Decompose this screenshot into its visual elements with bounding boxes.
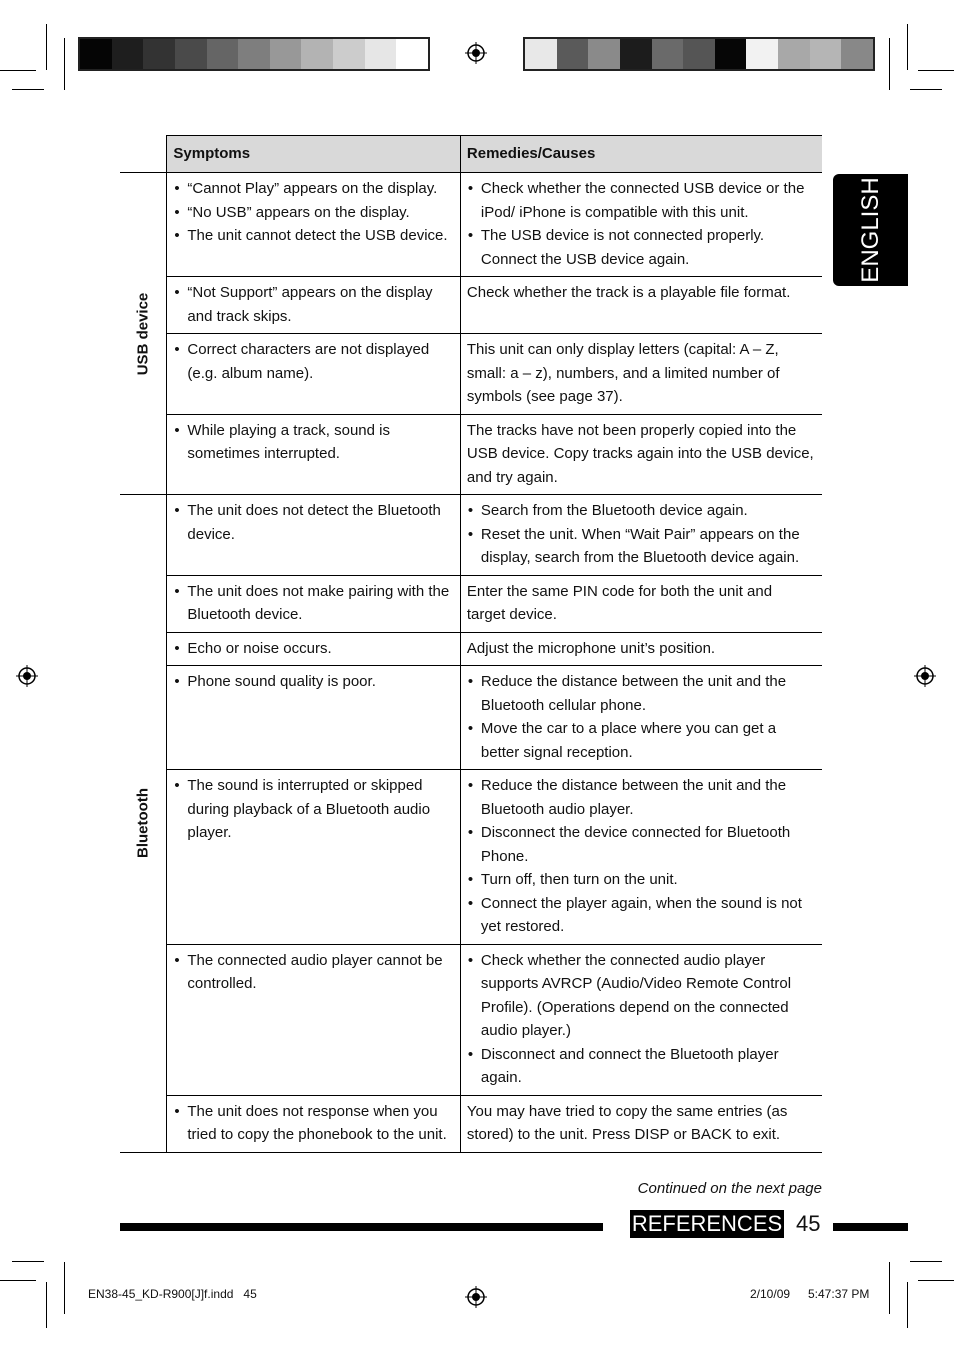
remedy-cell [460,495,822,576]
color-swatch [778,39,810,69]
category-label: USB device [134,292,152,375]
color-swatch [746,39,778,69]
color-swatch [652,39,684,69]
symptom-item: • Echo or noise occurs. [187,637,452,661]
print-date: 2/10/09 [750,1287,791,1301]
section-label: REFERENCES [631,1211,783,1236]
remedy-cell [460,770,822,945]
remedy-item: • Check whether the connected USB device or the iPod/ iPhone is compatible with this unit. [481,177,814,224]
table-row [120,770,822,945]
continued-note: Continued on the next page [637,1180,822,1197]
footer-rule-left [120,1223,603,1231]
table-row [120,173,822,277]
color-swatch [588,39,620,69]
color-swatch [365,39,397,69]
remedy-item: • Reduce the distance between the unit and the Bluetooth audio player. [481,774,814,821]
color-swatch [557,39,589,69]
registration-mark-icon [465,42,487,64]
color-swatch [143,39,175,69]
color-calibration-bar-right [523,37,875,71]
color-swatch [80,39,112,69]
color-swatch [620,39,652,69]
language-label: ENGLISH [856,177,884,283]
remedy-item: • The USB device is not connected properly. Connect the USB device again. [481,224,814,271]
color-swatch [301,39,333,69]
symptoms-header: Symptoms [167,136,461,173]
remedy-cell [460,632,822,666]
remedy-item: • Disconnect the device connected for Bluetooth Phone. [481,821,814,868]
language-side-tab [833,174,908,286]
remedy-cell [460,1095,822,1152]
symptom-item: • The unit does not make pairing with the Bluetooth device. [187,580,452,627]
registration-mark-icon [465,1286,487,1308]
table-row [120,1095,822,1152]
symptom-item: • While playing a track, sound is sometimes interrupted. [187,419,452,466]
table-row [120,944,822,1095]
symptom-item: • The sound is interrupted or skipped during playback of a Bluetooth audio player. [187,774,452,845]
symptom-item: • “No USB” appears on the display. [187,201,452,225]
symptom-cell [167,575,461,632]
symptom-item: • The connected audio player cannot be controlled. [187,949,452,996]
remedy-text: Check whether the track is a playable file format. [466,284,791,301]
remedy-item: • Search from the Bluetooth device again. [481,499,814,523]
remedy-cell [460,944,822,1095]
remedy-text: Enter the same PIN code for both the unit and target device. [466,582,773,623]
remedy-cell [460,334,822,415]
symptom-cell [167,277,461,334]
table-row [120,414,822,495]
remedy-item: • Reduce the distance between the unit and the Bluetooth cellular phone. [481,670,814,717]
remedy-item: • Turn off, then turn on the unit. [481,868,814,892]
category-cell [120,173,167,495]
symptom-item: • “Not Support” appears on the display and track skips. [187,281,452,328]
remedy-item: • Reset the unit. When “Wait Pair” appears on the display, search from the Bluetooth device again. [481,523,814,570]
table-row [120,575,822,632]
category-cell [120,495,167,1153]
symptom-cell [167,770,461,945]
registration-mark-icon [16,665,38,687]
color-swatch [396,39,428,69]
symptom-cell [167,666,461,770]
table-row [120,495,822,576]
remedy-text: You may have tried to copy the same entries (as stored) to the unit. Press DISP or BACK to exit. [466,1102,788,1143]
color-swatch [207,39,239,69]
remedy-item: • Disconnect and connect the Bluetooth player again. [481,1043,814,1090]
table-row [120,334,822,415]
color-swatch [715,39,747,69]
print-file-info: EN38-45_KD-R900[J]f.indd 45 [88,1287,257,1301]
remedy-item: • Check whether the connected audio player supports AVRCP (Audio/Video Remote Control Profile). (Operations depend on the connected audio player.) [481,949,814,1043]
symptom-item: • The unit does not detect the Bluetooth device. [187,499,452,546]
color-swatch [810,39,842,69]
symptom-cell [167,944,461,1095]
troubleshooting-table [120,135,822,1153]
remedies-header: Remedies/Causes [460,136,822,173]
symptom-cell [167,632,461,666]
color-swatch [238,39,270,69]
color-swatch [683,39,715,69]
category-label: Bluetooth [134,788,152,859]
remedy-text: This unit can only display letters (capital: A – Z, small: a – z), numbers, and a limited number of symbols (see page 37). [466,341,780,405]
remedy-text: Adjust the microphone unit’s position. [466,639,716,657]
registration-mark-icon [914,665,936,687]
symptom-cell [167,495,461,576]
table-header-row [120,136,822,173]
color-swatch [112,39,144,69]
table-row [120,632,822,666]
color-swatch [175,39,207,69]
page-number: 45 [796,1211,821,1236]
remedy-cell [460,414,822,495]
symptom-cell [167,173,461,277]
table-row [120,277,822,334]
remedy-cell [460,666,822,770]
symptom-item: • Phone sound quality is poor. [187,670,452,694]
color-swatch [841,39,873,69]
remedy-cell [460,575,822,632]
symptom-item: • The unit does not response when you tried to copy the phonebook to the unit. [187,1100,452,1147]
symptom-cell [167,1095,461,1152]
color-calibration-bar-left [78,37,430,71]
footer-rule-right [833,1223,908,1231]
print-time: 5:47:37 PM [808,1287,870,1301]
symptom-cell [167,414,461,495]
remedy-cell [460,173,822,277]
remedy-item: • Move the car to a place where you can get a better signal reception. [481,717,814,764]
table-row [120,666,822,770]
symptom-item: • Correct characters are not displayed (e.g. album name). [187,338,452,385]
color-swatch [525,39,557,69]
symptom-cell [167,334,461,415]
symptom-item: • “Cannot Play” appears on the display. [187,177,452,201]
remedy-cell [460,277,822,334]
color-swatch [333,39,365,69]
symptom-item: • The unit cannot detect the USB device. [187,224,452,248]
color-swatch [270,39,302,69]
remedy-item: • Connect the player again, when the sound is not yet restored. [481,892,814,939]
remedy-text: The tracks have not been properly copied into the USB device. Copy tracks again into the USB device, and try again. [466,421,814,486]
